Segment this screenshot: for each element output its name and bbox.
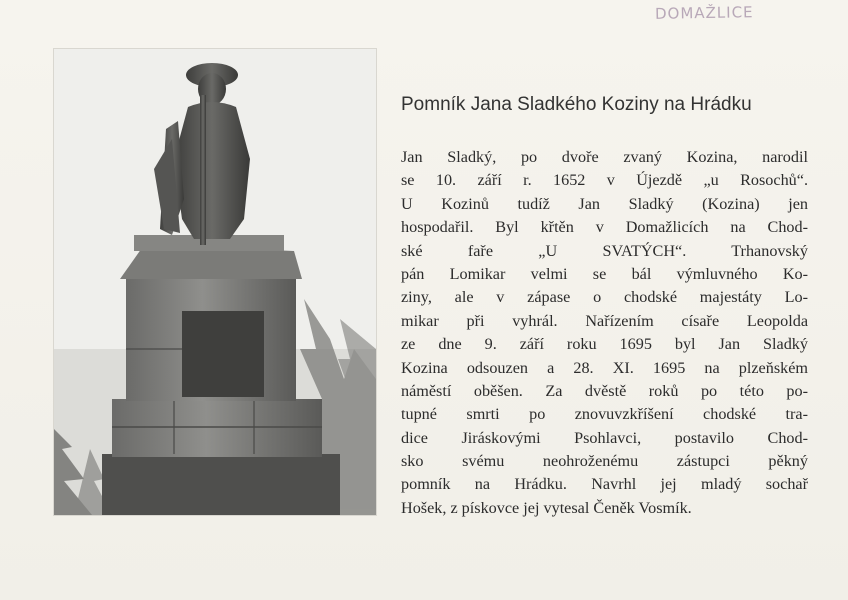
- monument-photo: [54, 49, 376, 515]
- page-title: Pomník Jana Sladkého Koziny na Hrádku: [401, 94, 752, 115]
- text-line: pomník na Hrádku. Navrhl jej mladý sochař: [401, 475, 808, 494]
- text-line: Jan Sladký, po dvoře zvaný Kozina, narodil: [401, 148, 808, 166]
- text-line: hospodařil. Byl křtěn v Domažlicích na Chod-: [401, 218, 808, 237]
- text-line: sko svému neohroženému zástupci pěkný: [401, 452, 808, 471]
- description-text: [401, 146, 808, 520]
- text-line: U Kozinů tudíž Jan Sladký (Kozina) jen: [401, 194, 808, 213]
- text-line: tupné smrti po znovuvzkříšení chodské tra-: [401, 405, 808, 424]
- text-line: náměstí oběšen. Za dvěstě roků po této po-: [401, 381, 808, 400]
- text-line: dice Jiráskovými Psohlavci, postavilo Chod-: [401, 428, 808, 447]
- monument-photo-icon: [54, 49, 376, 515]
- text-line: pán Lomikar velmi se bál výmluvného Ko-: [401, 264, 808, 283]
- text-line: mikar při vyhrál. Nařízením císaře Leopolda: [401, 311, 808, 330]
- text-line: ziny, ale v zápase o chodské majestáty Lo-: [401, 288, 808, 307]
- text-line: ské faře „U SVATÝCH“. Trhanovský: [401, 241, 808, 260]
- text-line: Hošek, z pískovce jej vytesal Čeněk Vosmík.: [401, 498, 692, 517]
- text-line: ze dne 9. září roku 1695 byl Jan Sladký: [401, 335, 808, 354]
- text-line: Kozina odsouzen a 28. XI. 1695 na plzeňském: [401, 358, 808, 377]
- text-line: se 10. září r. 1652 v Újezdě „u Rosochů“.: [401, 171, 808, 190]
- pencil-annotation: DOMAŽLICE: [654, 3, 754, 23]
